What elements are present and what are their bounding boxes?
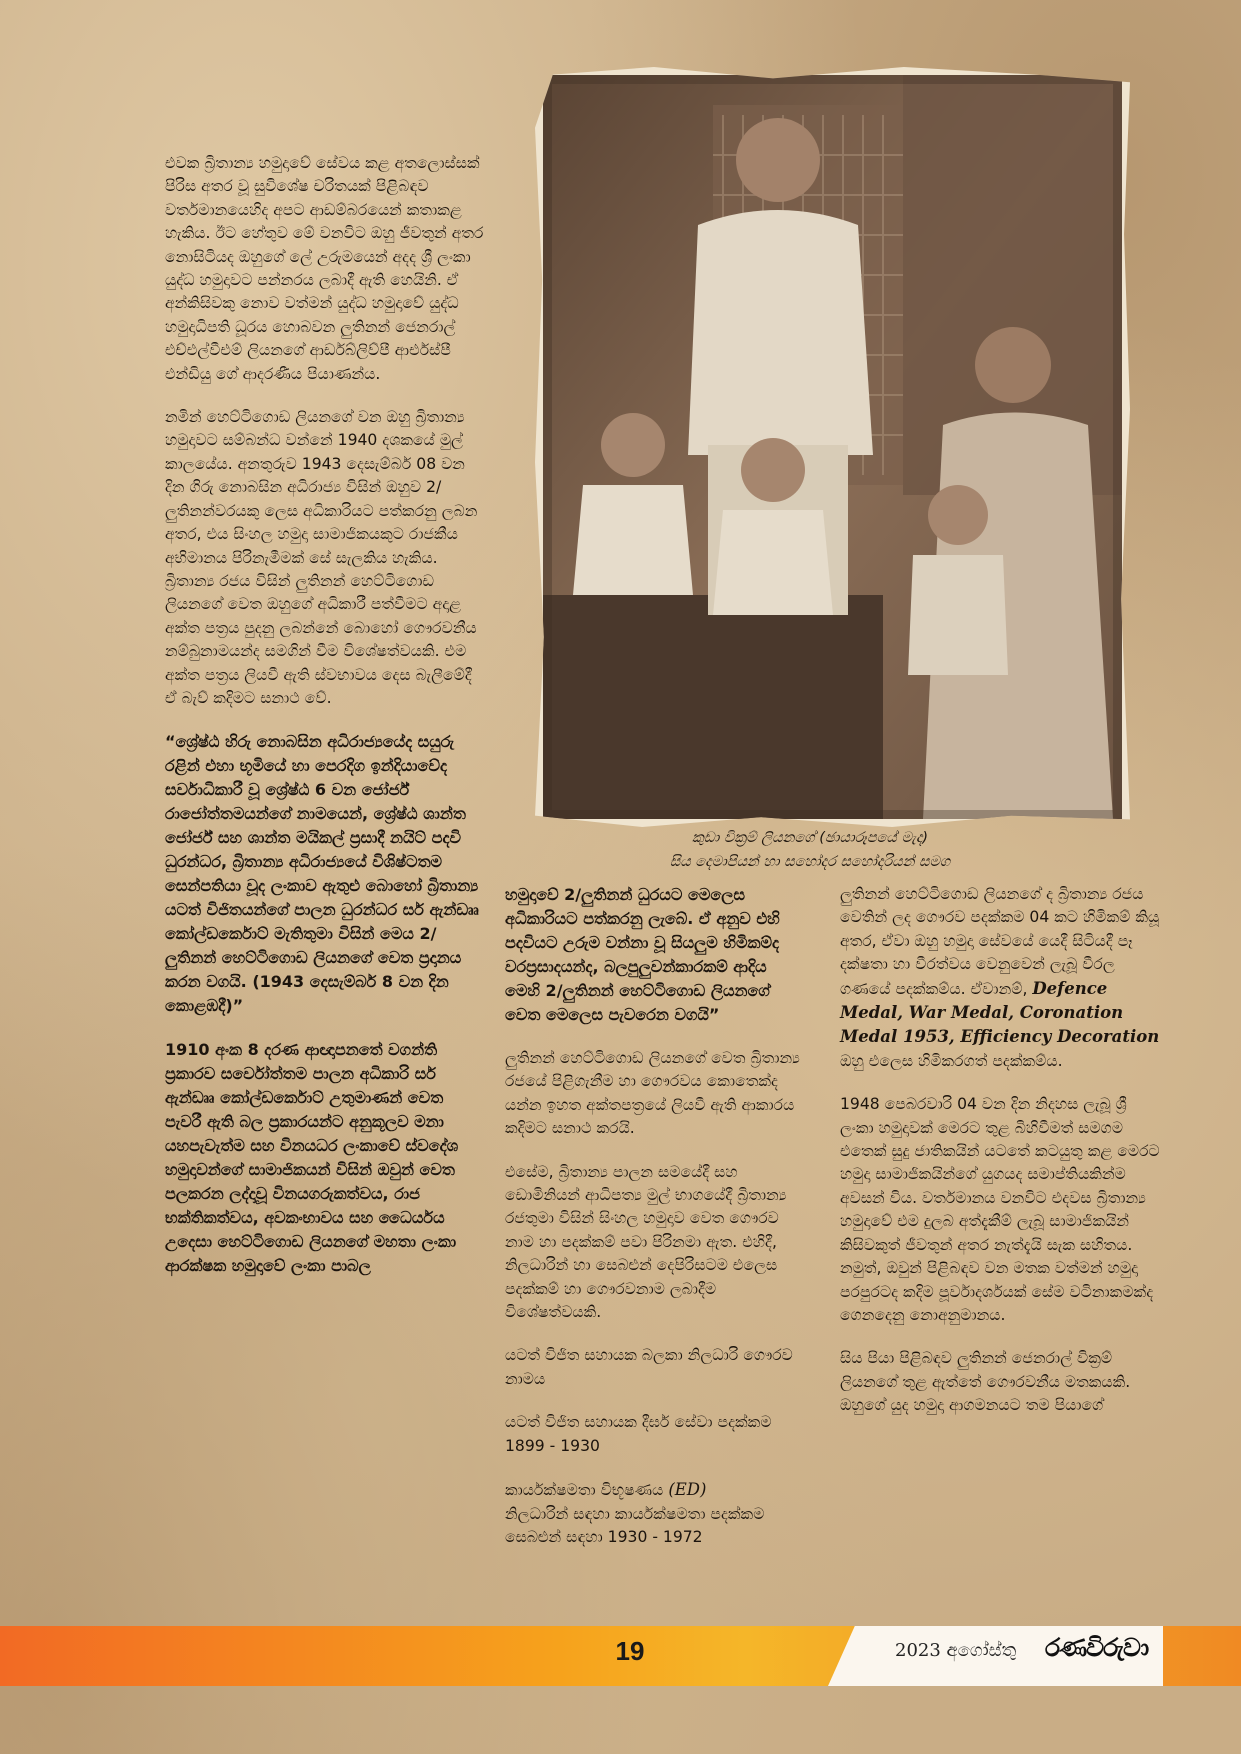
- magazine-title: රණවිරුවා: [1045, 1633, 1149, 1662]
- medal-item-ed-abbr: (ED): [668, 1480, 707, 1500]
- article-paragraph: [840, 883, 1160, 1073]
- medal-item-ed-rest: නිලධාරින් සඳහා කාර්යක්ෂමතා පදක්කම සෙබළුන් සඳහා 1930 - 1972: [505, 1504, 765, 1546]
- article-column-3: [840, 883, 1160, 1438]
- medal-item-ed-prefix: කාර්යක්ෂමතා විභූෂණය: [505, 1481, 669, 1500]
- photo-caption-line: කුඩා වික්‍රම් ලියනගේ (ඡායාරූපයේ මැද): [691, 830, 929, 846]
- ordinance-text: 1910 අංක 8 දරණ ආඥාපනතේ වගන්ති ප්‍රකාරව සර්වෝත්තම පාලන අධිකාරි සර් ඇන්ඩෲ කෝල්ඩර්කොට් උතුමාණන් වෙත පැවරී ඇති බල ප්‍රකාරයන්ට අනුකූලව මනා යහපැවැත්ම සහ විනයධර ලංකාවේ ස්වදේශ හමුදාවන්ගේ සාමාජිකයන් විසින් ඔවුන් වෙත පලකරන ලද්දාවූ විනයගරුකත්වය, රාජ භක්තිකත්වය, අවකංභාවය සහ ධෛර්යය උදෙසා හෙට්ටිගොඩ ලියනගේ මහතා ලංකා ආරක්ෂක හමුදාවේ ලංකා පාබල: [165, 1040, 459, 1276]
- article-column-2: [505, 883, 805, 1569]
- medal-item: යටත් විජිත සහායක දීර්ඝ සේවා පදක්කම 1899 - 1930: [505, 1413, 772, 1455]
- family-photo-image: [543, 75, 1122, 819]
- medals-outro: ඔහු එලෙස හිමිකරගත් පදක්කම්ය.: [840, 1051, 1063, 1070]
- article-paragraph: සිය පියා පිළිබඳව ලුතිනන් ජෙනරාල් වික්‍රම් ලියනගේ තුළ ඇත්තේ ගෞරවනීය මතකයකි. ඔහුගේ යුද හමුදා ආගමනයට තම පියාගේ: [840, 1349, 1131, 1415]
- article-paragraph: 1948 පෙබරවාරි 04 වන දින නිදහස ලැබූ ශ්‍රී ලංකා හමුදාවක් මෙරට තුළ බිහිවීමත් සමගම එතෙක් සුදු ජාතිකයින් යටතේ කටයුතු කළ මෙරට හමුදා සාමාජිකයින්ගේ යුගයද සමාප්තියකින්ම අවසන් විය. වර්තමානය වනවිට එදවස බ්‍රිතාන්‍ය හමුදාවේ එම දුලබ අත්දැකීම් ලැබූ සාමාජිකයින් කිසිවකුත් ජීවතුන් අතර නැත්දැයි සැක සහිතය. නමුත්, ඔවුන් පිළිබඳව වන මතක වත්මන් හමුදා පරපුරටද කදිම පූර්වාදර්ශයක් සේම වටිනාකමක්ද ගෙනදෙනු නොඅනුමානය.: [840, 1095, 1160, 1324]
- article-paragraph: ලුතිනන් හෙට්ටිගොඩ ලියනගේ වෙත බ්‍රිතාන්‍ය රජයේ පිළිගැනීම හා ගෞරවය කොතෙක්ද යන්න ඉහත අක්තපත්‍රයේ ලියවී ඇති ආකාරය කදිමට සනාථ කරයි.: [505, 1049, 800, 1138]
- article-paragraph: නමින් හෙට්ටිගොඩ ලියනගේ වන ඔහු බ්‍රිතාන්‍ය හමුදාවට සම්බන්ධ වන්නේ 1940 දශකයේ මුල් කාලයේය. අනතුරුව 1943 දෙසැම්බර් 08 වන දින ගිරු නොබසින අධිරාජ්‍ය විසින් ඔහුව 2/ලුතිනන්වරයකු ලෙස අධිකාරියට පත්කරනු ලබන අතර, එය සිංහල හමුදා සාමාජිකයකුට රාජකීය අභිමානය පිරිනැමීමක් සේ සැලකිය හැකිය. බ්‍රිතාන්‍ය රජය විසින් ලුතිනන් හෙට්ටිගොඩ ලියනගේ වෙත ඔහුගේ අධිකාරී පත්වීමට අදාළ අක්ත පත්‍රය පුදනු ලබන්නේ බොහෝ ගෞරවනීය නම්බුනාමයන්ද සමගින් වීම විශේෂත්වයකි. එම අක්ත පත්‍රය ලියවී ඇති ස්වභාවය දෙස බැලීමේදී ඒ බැව් කදිමට සනාථ වේ.: [165, 408, 478, 707]
- medals-intro: ලුතිනන් හෙට්ටිගොඩ ලියනගේ ද බ්‍රිතාන්‍ය රජය වෙතින් ලද ගෞරව පදක්කම 04 කට හිමිකම් කියූ අතර, ඒවා ඔහු හමුදා සේවයේ යෙදී සිටියදී පෑ දක්ෂතා හා වීරත්වය වෙනුවෙන් ලැබූ වීරල ගණයේ පදක්කම්ය. ඒවානම්,: [840, 885, 1160, 998]
- article-paragraph: එසේම, බ්‍රිතාන්‍ය පාලන සමයේදී සහ ඩොමිනියන් ආධිපත්‍ය මුල් භාගයේදී බ්‍රිතාන්‍ය රජතුමා විසින් සිංහල හමුදාව වෙත ගෞරව නාම හා පදක්කම් පවා පිරිනමා ඇත. එහිදී, නිලධාරින් හා සෙබළුන් දෙපිරිසටම එලෙස පදක්කම් හා ගෞරවනාම ලබාදීම විශේෂත්වයකි.: [505, 1162, 787, 1322]
- photo-caption-line: සිය දෙමාපියන් හා සහෝදර සහෝදරියන් සමග: [669, 854, 951, 870]
- quoted-commission-continuation: හමුදාවේ 2/ලුතිනන් ධුරයට මෙලෙස අධිකාරියට පත්කරනු ලැබේ. ඒ අනුව එහි පදවියට උරුම වන්නා වූ සියලුම හිමිකම්ද වරප්‍රසාදයන්ද, බලපුලුවන්කාරකම් ආදිය මෙහි 2/ලුතිනන් හෙට්ටිගොඩ ලියනගේ වෙත මෙලෙස පැවරෙන වගයි”: [505, 885, 780, 1024]
- quoted-commission-text: “ශ්‍රේෂ්ඨ හිරු නොබසින අධිරාජ්‍යයේද සයුරු රළින් එහා භූමියේ හා පෙරදිග ඉන්දියාවේද සර්වාධිකාරී වූ ශ්‍රේෂ්ඨ 6 වන ජෝර්ජ් රාජෝත්තමයන්ගේ නාමයෙන්, ශ්‍රේෂ්ඨ ශාන්ත ජෝර්ජ් සහ ශාන්ත මයිකල් ප්‍රසාදී නයිට් පදවි ධුරන්ධර, බ්‍රිතාන්‍ය අධිරාජ්‍යයේ විශිෂ්ටතම සෙන්පතියා වූද ලංකාව ඇතුළු බොහෝ බ්‍රිතාන්‍ය යටත් විජිතයන්ගේ පාලන ධුරන්ධර සර් ඇන්ඩෲ කෝල්ඩර්කොට් මැතිතුමා විසින් මෙය 2/ලුතිනන් හෙට්ටිගොඩ ලියනගේ වෙත ප්‍රදානය කරන වගයි. (1943 දෙසැම්බර් 8 වන දින කොළඹදී)”: [165, 732, 480, 1016]
- medal-names: Defence Medal, War Medal, Coronation Medal 1953, Efficiency Decoration: [840, 978, 1160, 1047]
- family-photo: [535, 67, 1130, 827]
- article-column-1: [165, 152, 485, 1298]
- issue-date: 2023 අගෝස්තු: [895, 1640, 1017, 1661]
- medal-item-ed: [505, 1478, 805, 1549]
- photo-caption: [560, 826, 1060, 874]
- page-number: 19: [615, 1636, 645, 1666]
- medal-item: යටත් විජිත සහායක බලකා නිලධාරි ගෞරව නාමය: [505, 1346, 793, 1388]
- article-paragraph: එවක බ්‍රිතාන්‍ය හමුදාවේ සේවය කළ අතලොස්සක් පිරිස අතර වූ සුවිශේෂ චරිතයක් පිළිබඳව වර්තමානයෙහිද අපට ආඩම්බරයෙන් කතාකළ හැකිය. ඊට හේතුව මේ වනවිට ඔහු ජීවතුන් අතර නොසිටියද ඔහුගේ ලේ උරුමයෙන් අදද ශ්‍රී ලංකා යුද්ධ හමුදාවට පන්නරය ලබාදී ඇති හෙයිනි. ඒ අන්කිසිවකු නොව වත්මන් යුද්ධ හමුදාවේ යුද්ධ හමුදාධිපති ධූරය හොබවන ලුතිනන් ජෙනරාල් එච්එල්වීඑම් ලියනගේ ආර්ඩබ්ලිව්පී ආර්එස්පී එන්ඩියු ගේ ආදරණීය පියාණන්ය.: [165, 154, 484, 383]
